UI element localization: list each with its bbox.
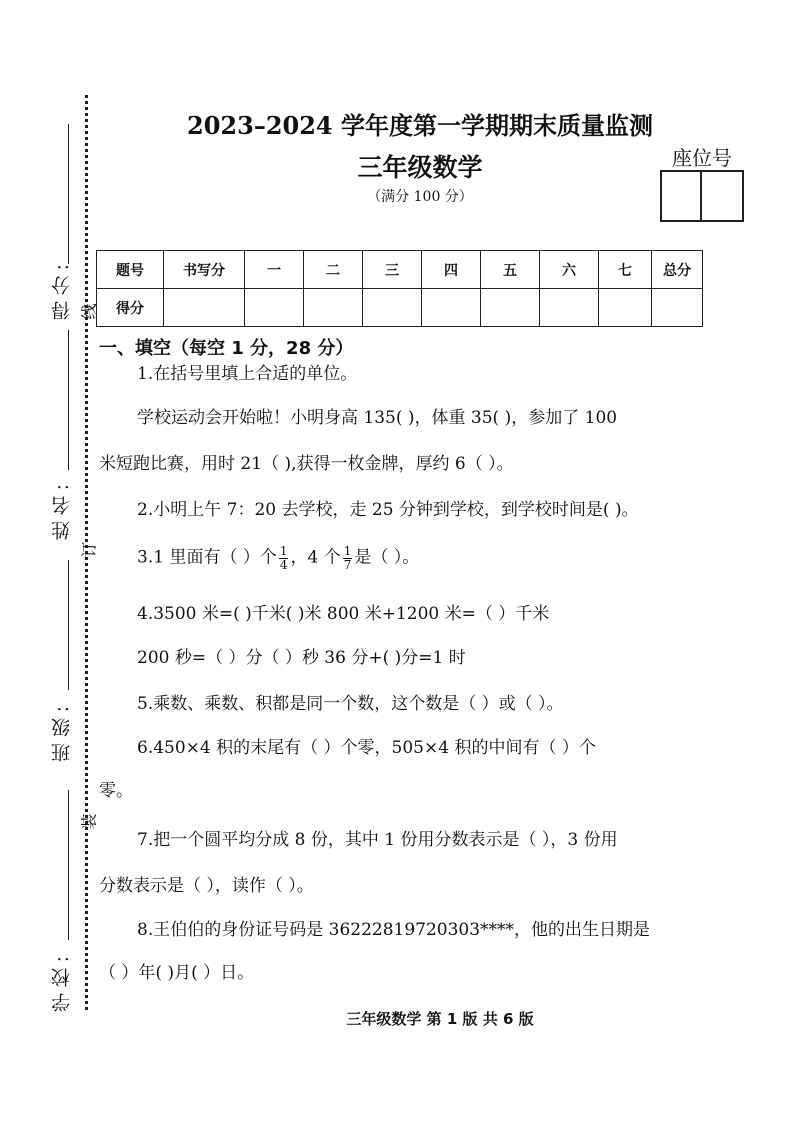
class-write-line: [68, 560, 69, 690]
score-label: 得分:: [51, 258, 73, 321]
name-write-line: [68, 330, 69, 470]
seat-number-box[interactable]: [660, 170, 744, 222]
binding-ding-char: 订: [79, 541, 99, 558]
full-score-note: （满分 100 分）: [367, 189, 473, 205]
question-5: 5.乘数、乘数、积都是同一个数，这个数是（ ）或（ ）。: [137, 694, 564, 714]
score-cell[interactable]: [652, 289, 703, 327]
question-6-line-1: 6.450×4 积的末尾有（ ）个零，505×4 积的中间有（ ）个: [137, 738, 596, 758]
exam-title: 2023–2024 学年度第一学期期末质量监测: [187, 111, 653, 140]
score-cell[interactable]: [363, 289, 422, 327]
score-table-header-cell: 一: [245, 251, 304, 289]
question-3-part-a: 3.1 里面有（ ）个: [137, 547, 277, 568]
name-label: 姓名:: [51, 478, 73, 541]
score-cell[interactable]: [599, 289, 652, 327]
score-table-header-cell: 三: [363, 251, 422, 289]
question-3: [137, 545, 419, 571]
score-cell[interactable]: [481, 289, 540, 327]
score-table-header-cell: 五: [481, 251, 540, 289]
school-write-line: [68, 790, 69, 940]
question-3-part-b: ，4 个: [290, 547, 341, 568]
fraction-denominator: 7: [343, 557, 352, 572]
question-8-line-1: 8.王伯伯的身份证号码是 36222819720303****，他的出生日期是: [137, 920, 651, 940]
score-table-header-cell: 总分: [652, 251, 703, 289]
score-cell[interactable]: [540, 289, 599, 327]
question-8-line-2: （ ）年( )月( ）日。: [99, 963, 255, 983]
question-4-line-2: 200 秒=（ ）分（ ）秒 36 分+( )分=1 时: [137, 648, 466, 668]
question-1-line-1: 学校运动会开始啦！小明身高 135( )，体重 35( )，参加了 100: [137, 408, 618, 428]
question-3-part-c: 是（ ）。: [354, 547, 420, 568]
school-label: 学校:: [51, 950, 73, 1013]
score-table: [96, 250, 703, 327]
score-table-header-cell: 二: [304, 251, 363, 289]
binding-line-char: 线: [79, 303, 99, 320]
score-table-header-cell: 七: [599, 251, 652, 289]
question-1: 1.在括号里填上合适的单位。: [137, 364, 358, 384]
question-4-line-1: 4.3500 米=( )千米( )米 800 米+1200 米=（ ）千米: [137, 604, 550, 624]
class-label: 班级:: [51, 700, 73, 763]
binding-zhuang-char: 装: [79, 813, 99, 830]
fraction-one-quarter: [279, 545, 289, 571]
score-cell[interactable]: [164, 289, 245, 327]
score-row-label: 得分: [97, 289, 164, 327]
score-table-header-cell: 书写分: [164, 251, 245, 289]
section-1-title: 一、填空（每空 1 分，28 分）: [99, 338, 354, 359]
score-cell[interactable]: [422, 289, 481, 327]
fraction-denominator: 4: [279, 557, 288, 572]
page-footer: 三年级数学 第 1 版 共 6 版: [346, 1010, 534, 1028]
question-6-line-2: 零。: [99, 781, 133, 801]
question-2: 2.小明上午 7：20 去学校，走 25 分钟到学校，到学校时间是( )。: [137, 500, 639, 520]
score-table-header-cell: 六: [540, 251, 599, 289]
score-cell[interactable]: [245, 289, 304, 327]
score-table-header-cell: 题号: [97, 251, 164, 289]
fraction-numerator: 1: [343, 544, 352, 558]
score-table-score-row: [97, 289, 703, 327]
fraction-numerator: 1: [279, 544, 288, 558]
question-7-line-2: 分数表示是（ ），读作（ ）。: [99, 876, 314, 896]
question-1-line-2: 米短跑比赛，用时 21（ ),获得一枚金牌，厚约 6（ ）。: [99, 454, 514, 474]
exam-subtitle: 三年级数学: [357, 153, 483, 182]
seat-number-label: 座位号: [672, 146, 732, 170]
score-cell[interactable]: [304, 289, 363, 327]
score-table-header-row: [97, 251, 703, 289]
question-7-line-1: 7.把一个圆平均分成 8 份，其中 1 份用分数表示是（ ），3 份用: [137, 830, 618, 850]
score-table-header-cell: 四: [422, 251, 481, 289]
fraction-one-seventh: [343, 545, 353, 571]
